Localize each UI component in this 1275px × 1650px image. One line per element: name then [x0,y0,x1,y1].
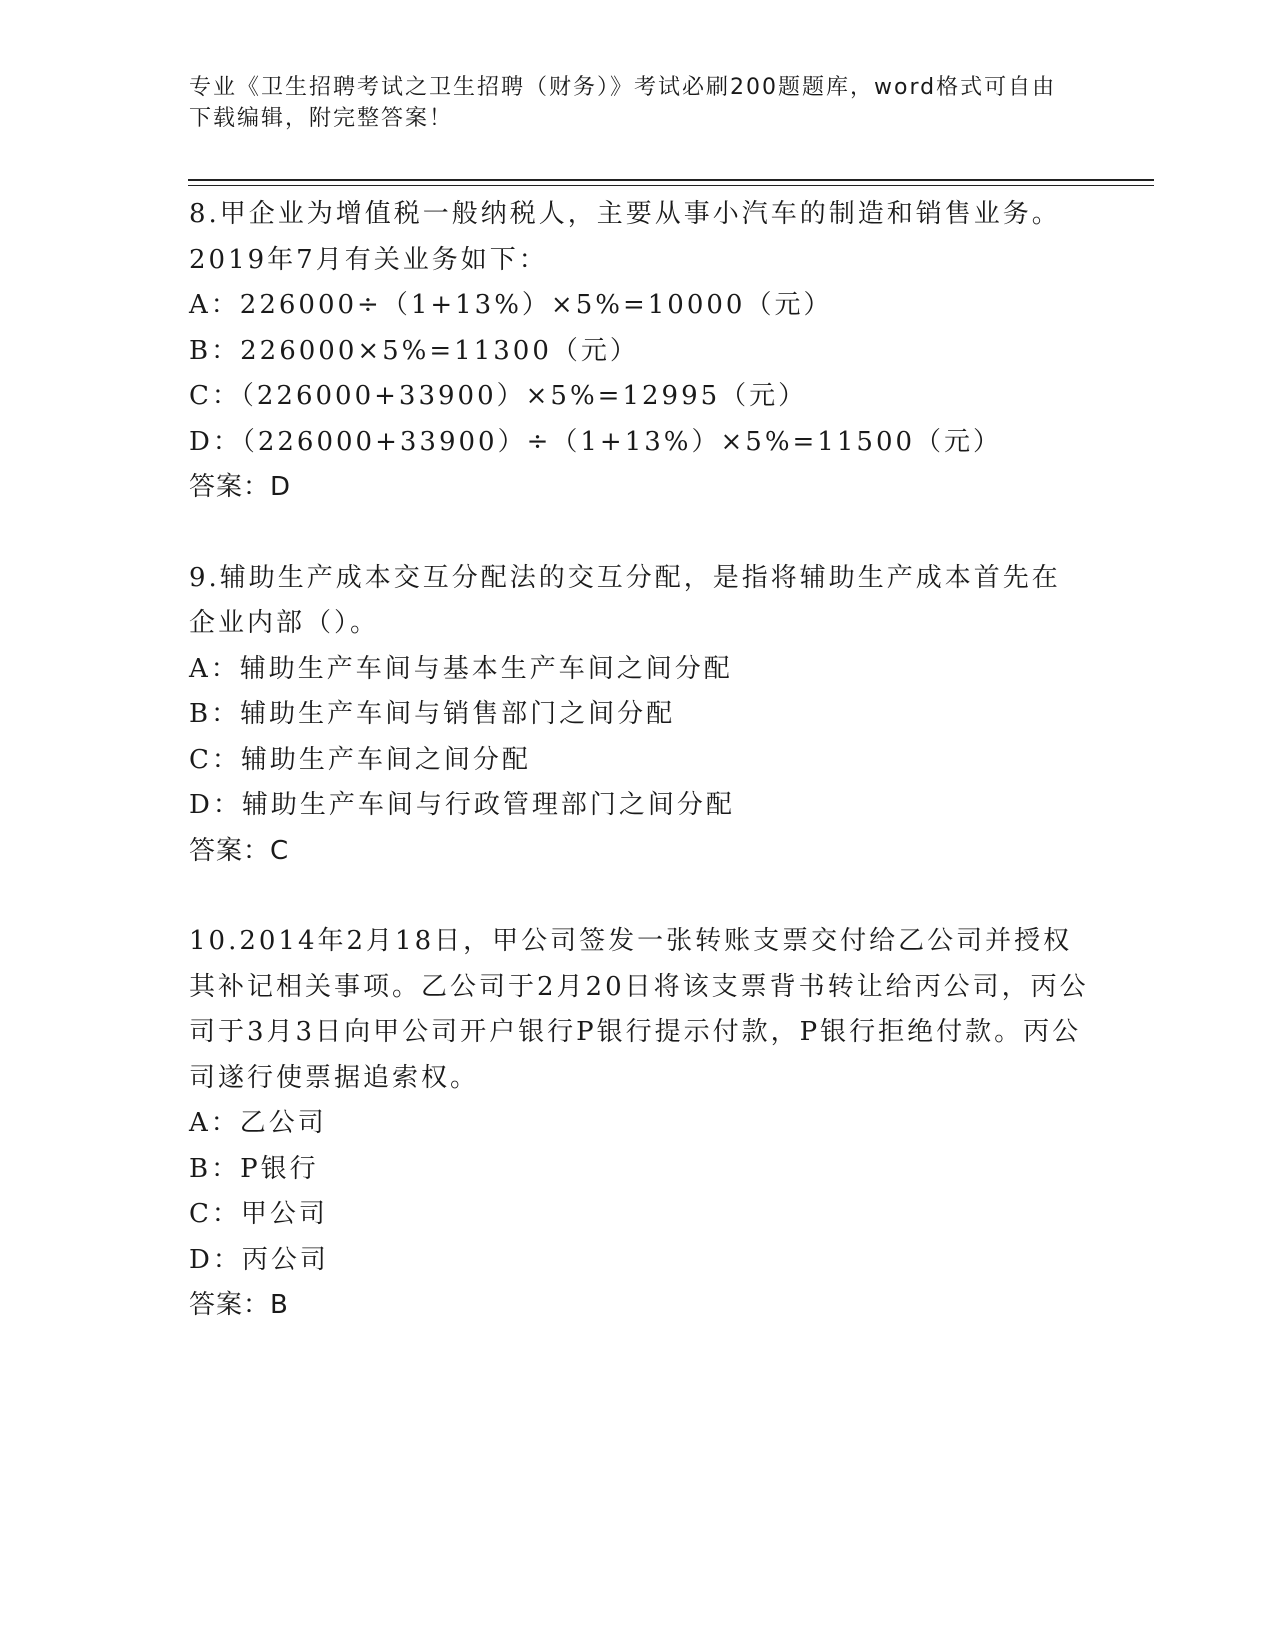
option-c: C：辅助生产车间之间分配 [189,744,531,775]
option-b: B：226000×5%=11300（元） [189,335,639,366]
header-divider-thin [188,185,1154,186]
option-c: C：甲公司 [189,1199,328,1229]
option-b: B：P银行 [189,1153,319,1184]
option-d: D：（226000+33900）÷（1+13%）×5%=11500（元） [189,426,1003,457]
answer-line: 答案：B [189,1290,289,1320]
option-a: A：乙公司 [189,1108,327,1138]
option-c: C：（226000+33900）×5%=12995（元） [189,381,808,411]
option-d: D：丙公司 [189,1244,329,1275]
question-8 [189,192,1089,511]
document-header: 专业《卫生招聘考试之卫生招聘（财务）》考试必刷200题题库，word格式可自由下载编辑，附完整答案！ [189,75,1057,131]
question-stem: 8.甲企业为增值税一般纳税人，主要从事小汽车的制造和销售业务。2019年7月有关业务如下： [189,199,1061,275]
question-9 [189,556,1089,875]
question-stem: 10.2014年2月18日，甲公司签发一张转账支票交付给乙公司并授权其补记相关事项。乙公司于2月20日将该支票背书转让给丙公司，丙公司于3月3日向甲公司开户银行P银行提示付款，P银行拒绝付款。丙公司遂行使票据追索权。 [189,926,1089,1093]
option-d: D：辅助生产车间与行政管理部门之间分配 [189,790,735,820]
option-a: A：辅助生产车间与基本生产车间之间分配 [189,653,733,684]
header-divider-thick [188,179,1154,181]
question-stem: 9.辅助生产成本交互分配法的交互分配，是指将辅助生产成本首先在企业内部（）。 [189,562,1061,638]
option-b: B：辅助生产车间与销售部门之间分配 [189,699,676,729]
answer-line: 答案：C [189,835,290,866]
question-list [189,192,1089,1374]
question-10 [189,919,1089,1329]
option-a: A：226000÷（1+13%）×5%=10000（元） [189,290,833,320]
answer-line: 答案：D [189,472,292,502]
